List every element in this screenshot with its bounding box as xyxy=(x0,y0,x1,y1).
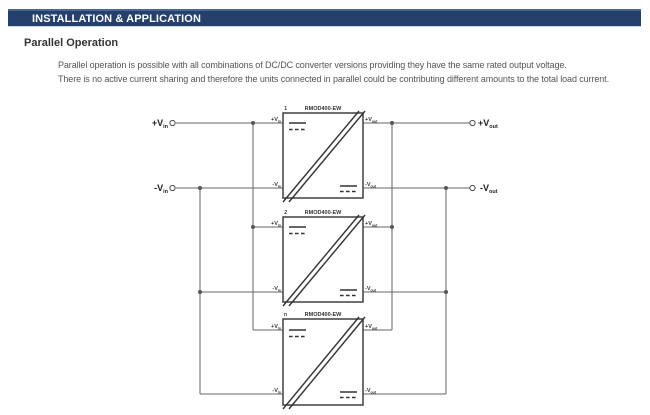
module-1-pin-pos-in: $+V_{in}$ xyxy=(270,117,281,124)
junction-dot xyxy=(390,225,394,229)
module-n-pin-neg-out: $-V_{out}$ xyxy=(365,388,376,395)
junction-dot xyxy=(251,121,255,125)
module-2-pin-pos-out: $+V_{out}$ xyxy=(365,221,378,228)
terminal-pos-in-circle xyxy=(170,120,175,125)
module-n-pin-pos-in: $+V_{in}$ xyxy=(270,324,281,331)
junction-dot xyxy=(198,186,202,190)
section-header-title: INSTALLATION & APPLICATION xyxy=(32,12,202,25)
module-2-pin-neg-in: $-V_{in}$ xyxy=(272,286,281,293)
terminal-neg-out-circle xyxy=(470,185,475,190)
module-n-pin-neg-in: $-V_{in}$ xyxy=(272,388,281,395)
module-1-pin-pos-out: $+V_{out}$ xyxy=(365,117,378,124)
module-2-pin-neg-out: $-V_{out}$ xyxy=(365,286,376,293)
terminal-neg-in-circle xyxy=(170,185,175,190)
junction-dot xyxy=(390,121,394,125)
module-1-pin-neg-in: $-V_{in}$ xyxy=(272,182,281,189)
module-n-pin-pos-out: $+V_{out}$ xyxy=(365,324,378,331)
module-2-index: 2 xyxy=(284,210,287,216)
junction-dot xyxy=(444,290,448,294)
module-2-pin-pos-in: $+V_{in}$ xyxy=(270,221,281,228)
converter-module-1 xyxy=(271,106,378,202)
module-n-model-label: RMOD400-EW xyxy=(304,312,342,318)
module-1-index: 1 xyxy=(284,106,287,112)
module-2-model-label: RMOD400-EW xyxy=(304,210,342,216)
terminal-label-neg-in: $-V_{in}$ xyxy=(154,183,168,195)
converter-module-2 xyxy=(271,210,378,306)
converter-module-n xyxy=(271,312,378,409)
page-subheading: Parallel Operation xyxy=(24,37,119,49)
terminal-label-pos-in: $+V_{in}$ xyxy=(151,118,168,130)
module-1-model-label: RMOD400-EW xyxy=(304,106,342,112)
junction-dot xyxy=(198,290,202,294)
terminal-label-pos-out: $+V_{out}$ xyxy=(478,118,498,130)
body-line-1: Parallel operation is possible with all combinations of DC/DC converter versions providing they have the same rated output voltage. xyxy=(58,60,567,70)
junction-dot xyxy=(444,186,448,190)
body-line-2: There is no active current sharing and therefore the units connected in parallel could be contributing different amounts to the total load current. xyxy=(58,74,609,84)
terminal-pos-out-circle xyxy=(470,120,475,125)
module-n-index: n xyxy=(283,312,287,318)
terminal-label-neg-out: $-V_{out}$ xyxy=(480,183,498,195)
module-1-pin-neg-out: $-V_{out}$ xyxy=(365,182,376,189)
junction-dot xyxy=(251,225,255,229)
